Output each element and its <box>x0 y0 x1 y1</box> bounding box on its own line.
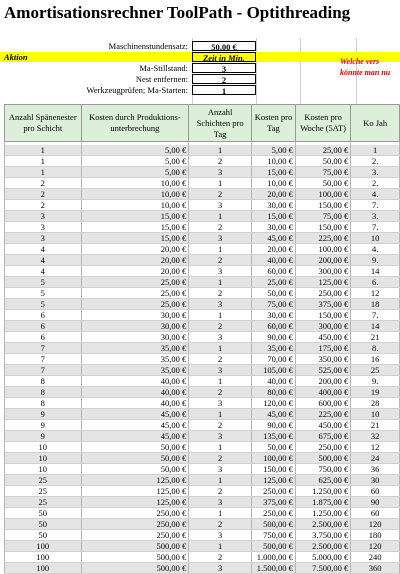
cell-kosten-tag[interactable]: 50,00 € <box>252 288 296 299</box>
cell-kosten-jahr[interactable]: 36 <box>351 464 400 475</box>
cell-kosten-tag[interactable]: 90,00 € <box>252 420 296 431</box>
cell-nester[interactable]: 9 <box>5 431 82 442</box>
cell-kosten-unterbrechung[interactable]: 500,00 € <box>81 563 189 574</box>
cell-kosten-woche[interactable]: 125,00 € <box>295 277 350 288</box>
cell-kosten-jahr[interactable]: 16 <box>351 354 400 365</box>
cell-kosten-unterbrechung[interactable]: 35,00 € <box>81 343 189 354</box>
cell-kosten-woche[interactable]: 625,00 € <box>295 475 350 486</box>
table-row <box>5 343 400 354</box>
cell-kosten-woche[interactable]: 7.500,00 € <box>295 563 350 574</box>
cell-kosten-woche[interactable]: 300,00 € <box>295 266 350 277</box>
cell-nester[interactable]: 2 <box>5 189 82 200</box>
cost-table <box>4 104 400 574</box>
cell-kosten-woche[interactable]: 150,00 € <box>295 200 350 211</box>
cell-kosten-unterbrechung[interactable]: 50,00 € <box>81 442 189 453</box>
cell-kosten-woche[interactable]: 100,00 € <box>295 189 350 200</box>
cell-kosten-tag[interactable]: 125,00 € <box>252 475 296 486</box>
cell-kosten-jahr[interactable]: 120 <box>351 541 400 552</box>
cell-schichten[interactable]: 2 <box>189 387 252 398</box>
cell-schichten[interactable]: 1 <box>189 442 252 453</box>
cell-kosten-jahr[interactable]: 24 <box>351 453 400 464</box>
cell-kosten-tag[interactable]: 1.500,00 € <box>252 563 296 574</box>
cell-nester[interactable]: 7 <box>5 365 82 376</box>
cell-kosten-woche[interactable]: 100,00 € <box>295 244 350 255</box>
cell-schichten[interactable]: 1 <box>189 508 252 519</box>
table-row <box>5 376 400 387</box>
cell-kosten-tag[interactable]: 25,00 € <box>252 277 296 288</box>
cell-kosten-woche[interactable]: 1.250,00 € <box>295 508 350 519</box>
cell-nester[interactable]: 25 <box>5 486 82 497</box>
cell-kosten-jahr[interactable]: 240 <box>351 552 400 563</box>
table-row <box>5 508 400 519</box>
cell-kosten-jahr[interactable]: 180 <box>351 530 400 541</box>
cell-kosten-jahr[interactable]: 7. <box>351 310 400 321</box>
cell-kosten-tag[interactable]: 75,00 € <box>252 299 296 310</box>
cell-nester[interactable]: 25 <box>5 497 82 508</box>
cell-nester[interactable]: 6 <box>5 332 82 343</box>
table-row <box>5 288 400 299</box>
cell-nester[interactable]: 2 <box>5 178 82 189</box>
table-row <box>5 409 400 420</box>
cell-kosten-tag[interactable]: 500,00 € <box>252 541 296 552</box>
cell-kosten-woche[interactable]: 200,00 € <box>295 255 350 266</box>
table-row <box>5 156 400 167</box>
cell-nester[interactable]: 1 <box>5 156 82 167</box>
cell-kosten-unterbrechung[interactable]: 30,00 € <box>81 332 189 343</box>
cell-kosten-jahr[interactable]: 4. <box>351 189 400 200</box>
table-header-row <box>5 105 400 142</box>
cell-nester[interactable]: 3 <box>5 211 82 222</box>
cell-nester[interactable]: 10 <box>5 464 82 475</box>
cell-kosten-tag[interactable]: 30,00 € <box>252 200 296 211</box>
rate-label: Maschinenstundensatz: <box>108 41 188 51</box>
cell-kosten-unterbrechung[interactable]: 25,00 € <box>81 299 189 310</box>
cell-kosten-unterbrechung[interactable]: 40,00 € <box>81 376 189 387</box>
cell-kosten-unterbrechung[interactable]: 35,00 € <box>81 365 189 376</box>
cell-kosten-unterbrechung[interactable]: 40,00 € <box>81 387 189 398</box>
cell-schichten[interactable]: 3 <box>189 464 252 475</box>
cell-kosten-unterbrechung[interactable]: 30,00 € <box>81 321 189 332</box>
cell-schichten[interactable]: 1 <box>189 376 252 387</box>
cell-schichten[interactable]: 2 <box>189 453 252 464</box>
cell-nester[interactable]: 10 <box>5 453 82 464</box>
cell-kosten-tag[interactable]: 250,00 € <box>252 486 296 497</box>
table-row <box>5 453 400 464</box>
cell-schichten[interactable]: 2 <box>189 255 252 266</box>
cell-nester[interactable]: 7 <box>5 354 82 365</box>
cell-kosten-jahr[interactable]: 2. <box>351 178 400 189</box>
header-kosten-jahr[interactable]: Ko Jah <box>351 105 400 142</box>
cell-schichten[interactable]: 1 <box>189 409 252 420</box>
cell-schichten[interactable]: 3 <box>189 167 252 178</box>
cell-kosten-jahr[interactable]: 2. <box>351 156 400 167</box>
cell-kosten-unterbrechung[interactable]: 45,00 € <box>81 409 189 420</box>
cell-nester[interactable]: 50 <box>5 519 82 530</box>
table-row <box>5 233 400 244</box>
cell-kosten-woche[interactable]: 3.750,00 € <box>295 530 350 541</box>
note-line: Welche vers <box>340 57 380 66</box>
table-row <box>5 321 400 332</box>
table-row <box>5 354 400 365</box>
cell-kosten-woche[interactable]: 2.500,00 € <box>295 541 350 552</box>
cell-kosten-tag[interactable]: 40,00 € <box>252 376 296 387</box>
cell-kosten-tag[interactable]: 70,00 € <box>252 354 296 365</box>
cell-kosten-jahr[interactable]: 60 <box>351 486 400 497</box>
cell-schichten[interactable]: 2 <box>189 420 252 431</box>
cell-kosten-woche[interactable]: 200,00 € <box>295 376 350 387</box>
cell-nester[interactable]: 5 <box>5 299 82 310</box>
cell-kosten-woche[interactable]: 150,00 € <box>295 222 350 233</box>
cell-kosten-jahr[interactable]: 25 <box>351 365 400 376</box>
cell-kosten-woche[interactable]: 75,00 € <box>295 167 350 178</box>
cell-kosten-tag[interactable]: 5,00 € <box>252 145 296 156</box>
cell-kosten-woche[interactable]: 300,00 € <box>295 321 350 332</box>
cell-schichten[interactable]: 3 <box>189 266 252 277</box>
rate-row <box>0 41 400 51</box>
cell-schichten[interactable]: 2 <box>189 288 252 299</box>
cell-kosten-unterbrechung[interactable]: 250,00 € <box>81 530 189 541</box>
cell-schichten[interactable]: 2 <box>189 222 252 233</box>
cell-nester[interactable]: 100 <box>5 541 82 552</box>
cell-kosten-woche[interactable]: 225,00 € <box>295 233 350 244</box>
cell-kosten-jahr[interactable]: 10 <box>351 233 400 244</box>
cell-kosten-woche[interactable]: 5.000,00 € <box>295 552 350 563</box>
table-row <box>5 178 400 189</box>
table-row <box>5 244 400 255</box>
cell-kosten-jahr[interactable]: 90 <box>351 497 400 508</box>
cell-kosten-woche[interactable]: 75,00 € <box>295 211 350 222</box>
cell-nester[interactable]: 25 <box>5 475 82 486</box>
cell-nester[interactable]: 100 <box>5 563 82 574</box>
cell-nester[interactable]: 8 <box>5 387 82 398</box>
cell-schichten[interactable]: 1 <box>189 310 252 321</box>
cell-nester[interactable]: 2 <box>5 200 82 211</box>
cell-kosten-jahr[interactable]: 6. <box>351 277 400 288</box>
cell-nester[interactable]: 5 <box>5 288 82 299</box>
cell-kosten-tag[interactable]: 120,00 € <box>252 398 296 409</box>
table-row <box>5 167 400 178</box>
cell-kosten-tag[interactable]: 15,00 € <box>252 211 296 222</box>
cell-kosten-unterbrechung[interactable]: 20,00 € <box>81 244 189 255</box>
table-row <box>5 475 400 486</box>
param-value-cell[interactable]: 2 <box>192 74 256 84</box>
note-line: könnte man nu <box>340 68 391 77</box>
table-row <box>5 189 400 200</box>
red-note <box>340 56 390 78</box>
cell-kosten-jahr[interactable]: 10 <box>351 409 400 420</box>
cell-schichten[interactable]: 2 <box>189 519 252 530</box>
cell-kosten-unterbrechung[interactable]: 10,00 € <box>81 178 189 189</box>
cell-kosten-woche[interactable]: 175,00 € <box>295 343 350 354</box>
cell-kosten-unterbrechung[interactable]: 40,00 € <box>81 398 189 409</box>
cell-nester[interactable]: 10 <box>5 442 82 453</box>
cell-kosten-unterbrechung[interactable]: 250,00 € <box>81 519 189 530</box>
table-row <box>5 332 400 343</box>
cell-kosten-jahr[interactable]: 1 <box>351 145 400 156</box>
cell-schichten[interactable]: 2 <box>189 321 252 332</box>
table-row <box>5 387 400 398</box>
param-value-cell[interactable]: 3 <box>192 63 256 73</box>
table-row <box>5 486 400 497</box>
cell-kosten-tag[interactable]: 135,00 € <box>252 431 296 442</box>
cell-schichten[interactable]: 3 <box>189 530 252 541</box>
cell-kosten-jahr[interactable]: 3. <box>351 211 400 222</box>
cell-schichten[interactable]: 3 <box>189 365 252 376</box>
action-label: Aktion <box>4 52 28 62</box>
cell-nester[interactable]: 6 <box>5 321 82 332</box>
cell-schichten[interactable]: 2 <box>189 189 252 200</box>
cell-kosten-jahr[interactable]: 12 <box>351 442 400 453</box>
cell-nester[interactable]: 4 <box>5 244 82 255</box>
cell-schichten[interactable]: 3 <box>189 332 252 343</box>
cell-kosten-tag[interactable]: 250,00 € <box>252 508 296 519</box>
cell-kosten-woche[interactable]: 600,00 € <box>295 398 350 409</box>
cell-schichten[interactable]: 2 <box>189 156 252 167</box>
param-label: Ma-Stillstand: <box>139 63 188 73</box>
cell-kosten-jahr[interactable]: 8. <box>351 343 400 354</box>
cell-kosten-woche[interactable]: 350,00 € <box>295 354 350 365</box>
cell-kosten-unterbrechung[interactable]: 25,00 € <box>81 288 189 299</box>
cell-kosten-unterbrechung[interactable]: 125,00 € <box>81 497 189 508</box>
cell-kosten-woche[interactable]: 400,00 € <box>295 387 350 398</box>
table-row <box>5 255 400 266</box>
header-nester[interactable]: Anzahl Spänenester pro Schicht <box>5 105 82 142</box>
cell-schichten[interactable]: 3 <box>189 431 252 442</box>
cell-kosten-tag[interactable]: 150,00 € <box>252 464 296 475</box>
cell-schichten[interactable]: 1 <box>189 178 252 189</box>
cell-kosten-woche[interactable]: 150,00 € <box>295 310 350 321</box>
cell-kosten-jahr[interactable]: 19 <box>351 387 400 398</box>
cell-nester[interactable]: 8 <box>5 376 82 387</box>
cell-kosten-tag[interactable]: 500,00 € <box>252 519 296 530</box>
cell-nester[interactable]: 8 <box>5 398 82 409</box>
cell-nester[interactable]: 4 <box>5 266 82 277</box>
cell-kosten-tag[interactable]: 30,00 € <box>252 222 296 233</box>
cell-kosten-jahr[interactable]: 9. <box>351 255 400 266</box>
cell-kosten-tag[interactable]: 100,00 € <box>252 453 296 464</box>
cell-nester[interactable]: 1 <box>5 145 82 156</box>
header-kosten-unterbrechung[interactable]: Kosten durch Produktions-unterbrechung <box>81 105 189 142</box>
cell-kosten-woche[interactable]: 2.500,00 € <box>295 519 350 530</box>
cell-kosten-jahr[interactable]: 12 <box>351 288 400 299</box>
cell-schichten[interactable]: 1 <box>189 244 252 255</box>
cell-kosten-jahr[interactable]: 4. <box>351 244 400 255</box>
table-row <box>5 442 400 453</box>
cell-kosten-woche[interactable]: 525,00 € <box>295 365 350 376</box>
cell-kosten-unterbrechung[interactable]: 15,00 € <box>81 211 189 222</box>
cell-kosten-tag[interactable]: 45,00 € <box>252 409 296 420</box>
cell-kosten-unterbrechung[interactable]: 10,00 € <box>81 200 189 211</box>
cell-kosten-jahr[interactable]: 9. <box>351 376 400 387</box>
cell-kosten-unterbrechung[interactable]: 500,00 € <box>81 552 189 563</box>
header-kosten-woche[interactable]: Kosten pro Woche (5AT) <box>295 105 350 142</box>
cell-schichten[interactable]: 2 <box>189 552 252 563</box>
table-row <box>5 299 400 310</box>
cell-kosten-woche[interactable]: 750,00 € <box>295 464 350 475</box>
cell-kosten-woche[interactable]: 675,00 € <box>295 431 350 442</box>
time-header-cell[interactable]: Zeit in Min. <box>192 52 256 62</box>
cell-kosten-unterbrechung[interactable]: 250,00 € <box>81 508 189 519</box>
cell-kosten-woche[interactable]: 250,00 € <box>295 288 350 299</box>
cell-kosten-woche[interactable]: 50,00 € <box>295 156 350 167</box>
cell-kosten-woche[interactable]: 250,00 € <box>295 442 350 453</box>
cell-kosten-unterbrechung[interactable]: 30,00 € <box>81 310 189 321</box>
cell-kosten-tag[interactable]: 30,00 € <box>252 310 296 321</box>
cell-schichten[interactable]: 3 <box>189 233 252 244</box>
cell-kosten-tag[interactable]: 45,00 € <box>252 233 296 244</box>
table-row <box>5 431 400 442</box>
table-row <box>5 552 400 563</box>
cell-schichten[interactable]: 1 <box>189 277 252 288</box>
table-row <box>5 497 400 508</box>
cell-kosten-tag[interactable]: 10,00 € <box>252 156 296 167</box>
cell-schichten[interactable]: 3 <box>189 299 252 310</box>
cell-nester[interactable]: 4 <box>5 255 82 266</box>
cell-nester[interactable]: 9 <box>5 420 82 431</box>
cell-schichten[interactable]: 3 <box>189 563 252 574</box>
cell-schichten[interactable]: 1 <box>189 343 252 354</box>
cell-kosten-woche[interactable]: 50,00 € <box>295 178 350 189</box>
cell-kosten-tag[interactable]: 15,00 € <box>252 167 296 178</box>
cell-nester[interactable]: 1 <box>5 167 82 178</box>
cell-kosten-unterbrechung[interactable]: 5,00 € <box>81 145 189 156</box>
cell-kosten-woche[interactable]: 375,00 € <box>295 299 350 310</box>
header-schichten[interactable]: Anzahl Schichten pro Tag <box>189 105 252 142</box>
cell-schichten[interactable]: 1 <box>189 541 252 552</box>
cell-kosten-woche[interactable]: 450,00 € <box>295 420 350 431</box>
table-row <box>5 277 400 288</box>
cell-kosten-jahr[interactable]: 7. <box>351 222 400 233</box>
cell-kosten-tag[interactable]: 60,00 € <box>252 321 296 332</box>
cell-kosten-unterbrechung[interactable]: 15,00 € <box>81 233 189 244</box>
cell-nester[interactable]: 100 <box>5 552 82 563</box>
table-row <box>5 563 400 574</box>
cell-kosten-tag[interactable]: 10,00 € <box>252 178 296 189</box>
cell-kosten-tag[interactable]: 50,00 € <box>252 442 296 453</box>
table-body <box>5 142 400 574</box>
cell-schichten[interactable]: 3 <box>189 200 252 211</box>
cell-kosten-tag[interactable]: 90,00 € <box>252 332 296 343</box>
cell-kosten-tag[interactable]: 750,00 € <box>252 530 296 541</box>
cell-schichten[interactable]: 1 <box>189 475 252 486</box>
cell-nester[interactable]: 3 <box>5 233 82 244</box>
table-row <box>5 464 400 475</box>
table-row <box>5 530 400 541</box>
table-row <box>5 365 400 376</box>
cell-kosten-unterbrechung[interactable]: 45,00 € <box>81 431 189 442</box>
table-row <box>5 398 400 409</box>
cell-kosten-unterbrechung[interactable]: 25,00 € <box>81 277 189 288</box>
cell-kosten-jahr[interactable]: 14 <box>351 266 400 277</box>
cell-kosten-tag[interactable]: 20,00 € <box>252 244 296 255</box>
cell-kosten-tag[interactable]: 1.000,00 € <box>252 552 296 563</box>
cell-nester[interactable]: 5 <box>5 277 82 288</box>
header-kosten-tag[interactable]: Kosten pro Tag <box>252 105 296 142</box>
cell-kosten-woche[interactable]: 500,00 € <box>295 453 350 464</box>
param-label: Nest entfernen: <box>135 74 188 84</box>
cell-kosten-woche[interactable]: 1.875,00 € <box>295 497 350 508</box>
cell-kosten-jahr[interactable]: 21 <box>351 332 400 343</box>
cell-schichten[interactable]: 3 <box>189 497 252 508</box>
cell-kosten-unterbrechung[interactable]: 45,00 € <box>81 420 189 431</box>
cell-nester[interactable]: 50 <box>5 530 82 541</box>
cell-kosten-tag[interactable]: 80,00 € <box>252 387 296 398</box>
cell-kosten-jahr[interactable]: 14 <box>351 321 400 332</box>
cell-kosten-jahr[interactable]: 32 <box>351 431 400 442</box>
cell-kosten-tag[interactable]: 375,00 € <box>252 497 296 508</box>
cell-kosten-unterbrechung[interactable]: 125,00 € <box>81 486 189 497</box>
cell-kosten-jahr[interactable]: 360 <box>351 563 400 574</box>
cell-kosten-unterbrechung[interactable]: 35,00 € <box>81 354 189 365</box>
rate-value-cell[interactable]: 50,00 € <box>192 41 256 51</box>
table-row <box>5 519 400 530</box>
cell-kosten-jahr[interactable]: 18 <box>351 299 400 310</box>
cell-kosten-unterbrechung[interactable]: 20,00 € <box>81 266 189 277</box>
cell-kosten-woche[interactable]: 1.250,00 € <box>295 486 350 497</box>
cell-nester[interactable]: 50 <box>5 508 82 519</box>
table-row <box>5 222 400 233</box>
cell-kosten-jahr[interactable]: 30 <box>351 475 400 486</box>
param-label: Werkzeugprüfen; Ma-Starten: <box>86 85 188 95</box>
cell-kosten-tag[interactable]: 35,00 € <box>252 343 296 354</box>
cell-schichten[interactable]: 3 <box>189 398 252 409</box>
cell-schichten[interactable]: 2 <box>189 486 252 497</box>
table-row <box>5 266 400 277</box>
cell-kosten-unterbrechung[interactable]: 125,00 € <box>81 475 189 486</box>
cell-schichten[interactable]: 1 <box>189 211 252 222</box>
cell-nester[interactable]: 3 <box>5 222 82 233</box>
cell-schichten[interactable]: 1 <box>189 145 252 156</box>
cell-kosten-jahr[interactable]: 3. <box>351 167 400 178</box>
cell-schichten[interactable]: 2 <box>189 354 252 365</box>
cell-kosten-unterbrechung[interactable]: 5,00 € <box>81 167 189 178</box>
table-row <box>5 145 400 156</box>
cell-kosten-tag[interactable]: 40,00 € <box>252 255 296 266</box>
param-value-cell[interactable]: 1 <box>192 85 256 95</box>
cell-kosten-jahr[interactable]: 7. <box>351 200 400 211</box>
cell-kosten-unterbrechung[interactable]: 500,00 € <box>81 541 189 552</box>
cell-kosten-jahr[interactable]: 21 <box>351 420 400 431</box>
cell-kosten-unterbrechung[interactable]: 5,00 € <box>81 156 189 167</box>
sheet-title: Amortisationsrechner ToolPath - Optithreading <box>4 3 351 22</box>
param-row-werkzeug <box>0 85 400 95</box>
cell-kosten-unterbrechung[interactable]: 10,00 € <box>81 189 189 200</box>
cell-nester[interactable]: 7 <box>5 343 82 354</box>
table-row <box>5 211 400 222</box>
table-row <box>5 420 400 431</box>
cell-kosten-unterbrechung[interactable]: 50,00 € <box>81 453 189 464</box>
cell-kosten-unterbrechung[interactable]: 50,00 € <box>81 464 189 475</box>
cell-kosten-woche[interactable]: 225,00 € <box>295 409 350 420</box>
cell-kosten-jahr[interactable]: 120 <box>351 519 400 530</box>
cell-kosten-jahr[interactable]: 60 <box>351 508 400 519</box>
cell-kosten-woche[interactable]: 25,00 € <box>295 145 350 156</box>
table-row <box>5 541 400 552</box>
cell-nester[interactable]: 9 <box>5 409 82 420</box>
cell-kosten-jahr[interactable]: 28 <box>351 398 400 409</box>
cell-kosten-tag[interactable]: 60,00 € <box>252 266 296 277</box>
cell-kosten-tag[interactable]: 20,00 € <box>252 189 296 200</box>
table-row <box>5 200 400 211</box>
cell-kosten-woche[interactable]: 450,00 € <box>295 332 350 343</box>
cell-kosten-unterbrechung[interactable]: 20,00 € <box>81 255 189 266</box>
cell-kosten-tag[interactable]: 105,00 € <box>252 365 296 376</box>
cell-kosten-unterbrechung[interactable]: 15,00 € <box>81 222 189 233</box>
table-row <box>5 310 400 321</box>
cell-nester[interactable]: 6 <box>5 310 82 321</box>
